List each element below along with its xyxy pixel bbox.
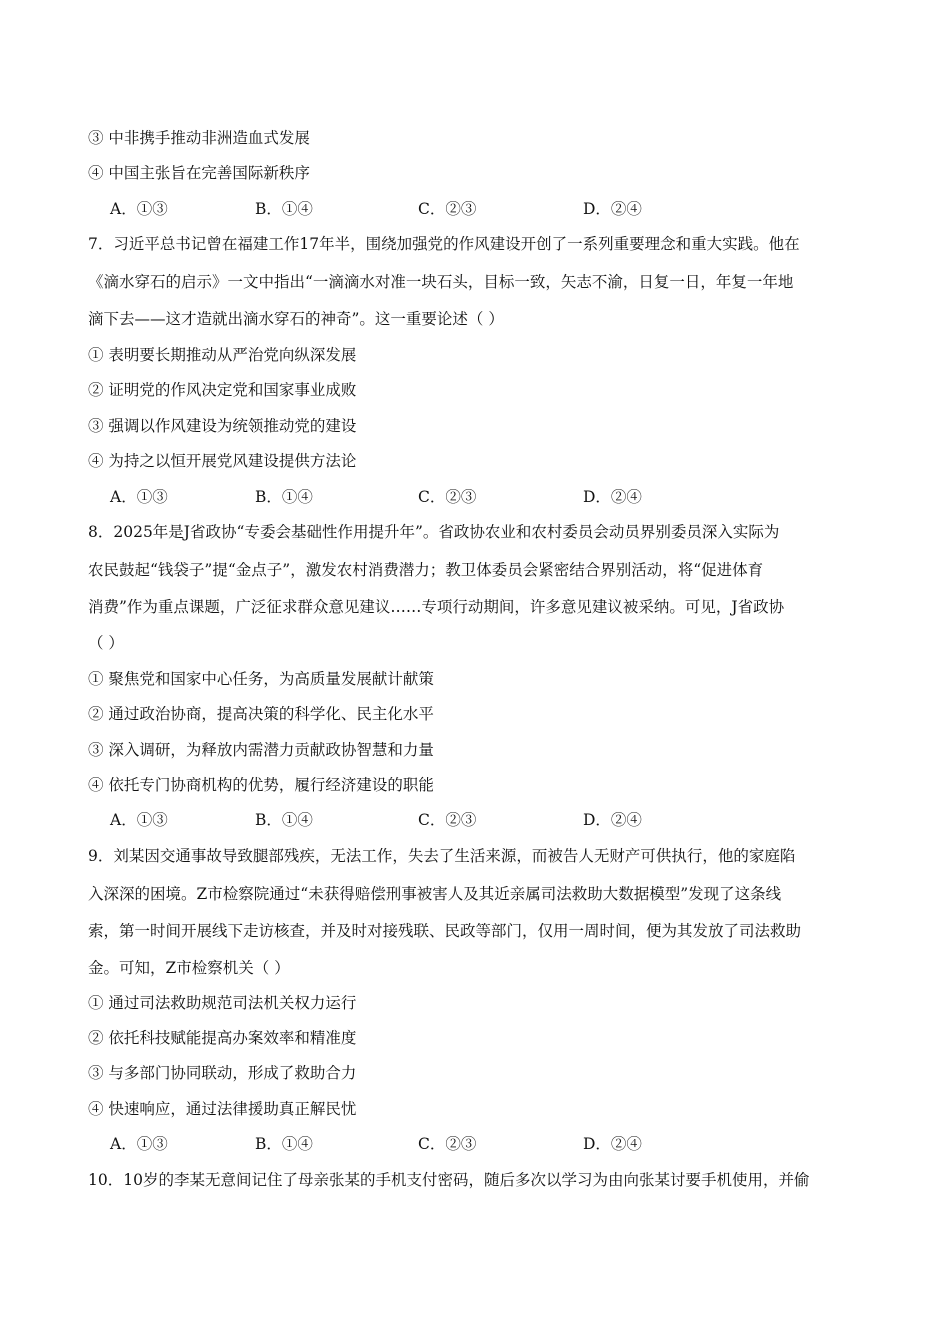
option-line: ③ 强调以作风建设为统领推动党的建设 bbox=[88, 417, 357, 435]
question-8-stem: 农民鼓起“钱袋子”提“金点子”，激发农村消费潜力；教卫体委员会紧密结合界别活动，将“促进体育 bbox=[88, 561, 764, 579]
question-7-stem: 滴下去——这才造就出滴水穿石的神奇”。这一重要论述（ ） bbox=[88, 310, 504, 328]
answer-d: D．②④ bbox=[583, 811, 642, 829]
question-8-stem: （ ） bbox=[88, 634, 124, 652]
option-line: ① 通过司法救助规范司法机关权力运行 bbox=[88, 994, 357, 1012]
option-line: ④ 快速响应，通过法律援助真正解民忧 bbox=[88, 1100, 357, 1118]
question-7-stem: 7．习近平总书记曾在福建工作17年半，围绕加强党的作风建设开创了一系列重要理念和重大实践。他在 bbox=[88, 235, 800, 253]
answer-c: C．②③ bbox=[418, 1135, 477, 1153]
question-9-stem: 索，第一时间开展线下走访核查，并及时对接残联、民政等部门，仅用一周时间，便为其发放了司法救助 bbox=[88, 922, 802, 940]
option-line: ② 通过政治协商，提高决策的科学化、民主化水平 bbox=[88, 705, 434, 723]
answer-a: A．①③ bbox=[110, 811, 168, 829]
answer-c: C．②③ bbox=[418, 488, 477, 506]
option-line: ② 依托科技赋能提高办案效率和精准度 bbox=[88, 1029, 357, 1047]
option-line: ④ 中国主张旨在完善国际新秩序 bbox=[88, 164, 310, 182]
answer-c: C．②③ bbox=[418, 200, 477, 218]
question-7-stem: 《滴水穿石的启示》一文中指出“一滴滴水对准一块石头，目标一致，矢志不渝，日复一日，年复一年地 bbox=[88, 273, 794, 291]
answer-b: B．①④ bbox=[255, 488, 313, 506]
question-9-stem: 9．刘某因交通事故导致腿部残疾，无法工作，失去了生活来源，而被告人无财产可供执行，他的家庭陷 bbox=[88, 847, 796, 865]
answer-b: B．①④ bbox=[255, 811, 313, 829]
answer-d: D．②④ bbox=[583, 200, 642, 218]
question-9-stem: 金。可知，Z市检察机关（ ） bbox=[88, 959, 290, 977]
question-8-stem: 消费”作为重点课题，广泛征求群众意见建议……专项行动期间，许多意见建议被采纳。可见，J省政协 bbox=[88, 598, 785, 616]
answer-d: D．②④ bbox=[583, 1135, 642, 1153]
answer-c: C．②③ bbox=[418, 811, 477, 829]
question-10-stem: 10．10岁的李某无意间记住了母亲张某的手机支付密码，随后多次以学习为由向张某讨要手机使用，并偷 bbox=[88, 1171, 810, 1189]
option-line: ③ 中非携手推动非洲造血式发展 bbox=[88, 129, 310, 147]
question-8-stem: 8．2025年是J省政协“专委会基础性作用提升年”。省政协农业和农村委员会动员界别委员深入实际为 bbox=[88, 523, 780, 541]
option-line: ① 表明要长期推动从严治党向纵深发展 bbox=[88, 346, 357, 364]
option-line: ③ 与多部门协同联动，形成了救助合力 bbox=[88, 1064, 357, 1082]
answer-a: A．①③ bbox=[110, 200, 168, 218]
answer-b: B．①④ bbox=[255, 200, 313, 218]
option-line: ④ 依托专门协商机构的优势，履行经济建设的职能 bbox=[88, 776, 434, 794]
answer-a: A．①③ bbox=[110, 1135, 168, 1153]
answer-a: A．①③ bbox=[110, 488, 168, 506]
option-line: ④ 为持之以恒开展党风建设提供方法论 bbox=[88, 452, 357, 470]
answer-b: B．①④ bbox=[255, 1135, 313, 1153]
option-line: ② 证明党的作风决定党和国家事业成败 bbox=[88, 381, 357, 399]
option-line: ③ 深入调研，为释放内需潜力贡献政协智慧和力量 bbox=[88, 741, 434, 759]
question-9-stem: 入深深的困境。Z市检察院通过“未获得赔偿刑事被害人及其近亲属司法救助大数据模型”发现了这条线 bbox=[88, 885, 782, 903]
option-line: ① 聚焦党和国家中心任务，为高质量发展献计献策 bbox=[88, 670, 434, 688]
answer-d: D．②④ bbox=[583, 488, 642, 506]
